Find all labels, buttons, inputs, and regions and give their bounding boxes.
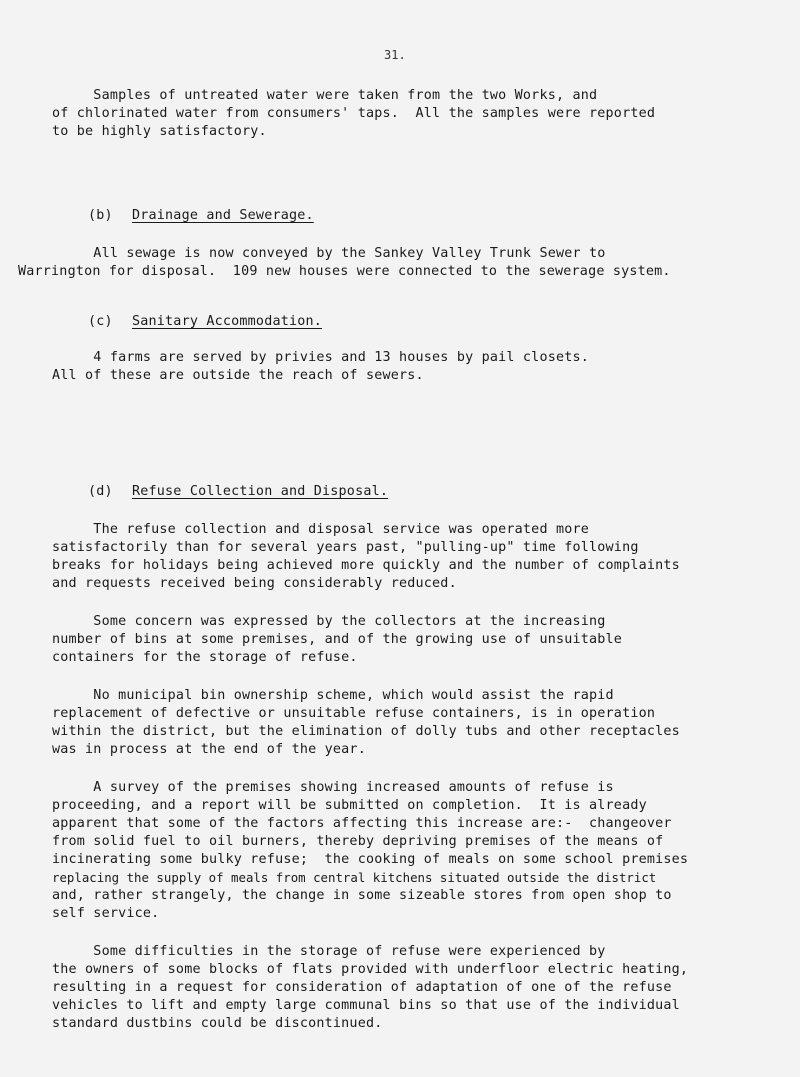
section-c-line-2: All of these are outside the reach of sewers.: [52, 368, 424, 383]
section-b-line-1: All sewage is now conveyed by the Sankey Valley Trunk Sewer to: [52, 246, 606, 261]
section-b-heading: Drainage and Sewerage.: [132, 208, 314, 223]
section-c-heading: Sanitary Accommodation.: [132, 314, 323, 329]
section-d-p5-line-3: resulting in a request for consideration of adaptation of one of the refuse: [52, 980, 672, 995]
para1-line-1: Samples of untreated water were taken from the two Works, and: [52, 88, 598, 103]
section-d-heading: Refuse Collection and Disposal.: [132, 484, 389, 499]
section-d-p2-line-3: containers for the storage of refuse.: [52, 650, 358, 665]
section-d-p1-line-1: The refuse collection and disposal service was operated more: [52, 522, 590, 537]
para1-line-2: of chlorinated water from consumers' taps. All the samples were reported: [52, 106, 656, 121]
section-d-p5-line-2: the owners of some blocks of flats provided with underfloor electric heating,: [52, 962, 689, 977]
section-d-p5-line-4: vehicles to lift and empty large communal bins so that use of the individual: [52, 998, 680, 1013]
section-c-line-1: 4 farms are served by privies and 13 houses by pail closets.: [52, 350, 590, 365]
section-d-p4-line-7: and, rather strangely, the change in some sizeable stores from open shop to: [52, 888, 672, 903]
section-d-p4-line-3: apparent that some of the factors affecting this increase are:- changeover: [52, 816, 672, 831]
section-d-p3-line-1: No municipal bin ownership scheme, which would assist the rapid: [52, 688, 614, 703]
section-d-p4-line-5: incinerating some bulky refuse; the cooking of meals on some school premises: [52, 852, 689, 867]
section-d-p2-line-1: Some concern was expressed by the collectors at the increasing: [52, 614, 606, 629]
section-b-line-2: Warrington for disposal. 109 new houses were connected to the sewerage system.: [18, 264, 671, 279]
section-d-p4-line-1: A survey of the premises showing increased amounts of refuse is: [52, 780, 614, 795]
section-d-p1-line-2: satisfactorily than for several years past, "pulling-up" time following: [52, 540, 639, 555]
section-b-letter: (b): [88, 208, 113, 223]
section-d-p3-line-4: was in process at the end of the year.: [52, 742, 366, 757]
section-d-p4-line-4: from solid fuel to oil burners, thereby depriving premises of the means of: [52, 834, 664, 849]
section-d-p1-line-3: breaks for holidays being achieved more quickly and the number of complaints: [52, 558, 680, 573]
section-d-letter: (d): [88, 484, 113, 499]
section-d-p3-line-3: within the district, but the elimination of dolly tubs and other receptacles: [52, 724, 680, 739]
section-d-p5-line-1: Some difficulties in the storage of refuse were experienced by: [52, 944, 606, 959]
section-d-p5-line-5: standard dustbins could be discontinued.: [52, 1016, 383, 1031]
section-d-p1-line-4: and requests received being considerably reduced.: [52, 576, 457, 591]
section-d-p3-line-2: replacement of defective or unsuitable refuse containers, is in operation: [52, 706, 656, 721]
para1-line-3: to be highly satisfactory.: [52, 124, 267, 139]
section-d-p4-line-8: self service.: [52, 906, 160, 921]
section-d-p4-line-2: proceeding, and a report will be submitted on completion. It is already: [52, 798, 647, 813]
section-c-letter: (c): [88, 314, 113, 329]
section-d-p4-line-6: replacing the supply of meals from central kitchens situated outside the district: [52, 870, 657, 885]
page-number: 31.: [384, 48, 406, 62]
section-d-p2-line-2: number of bins at some premises, and of the growing use of unsuitable: [52, 632, 623, 647]
